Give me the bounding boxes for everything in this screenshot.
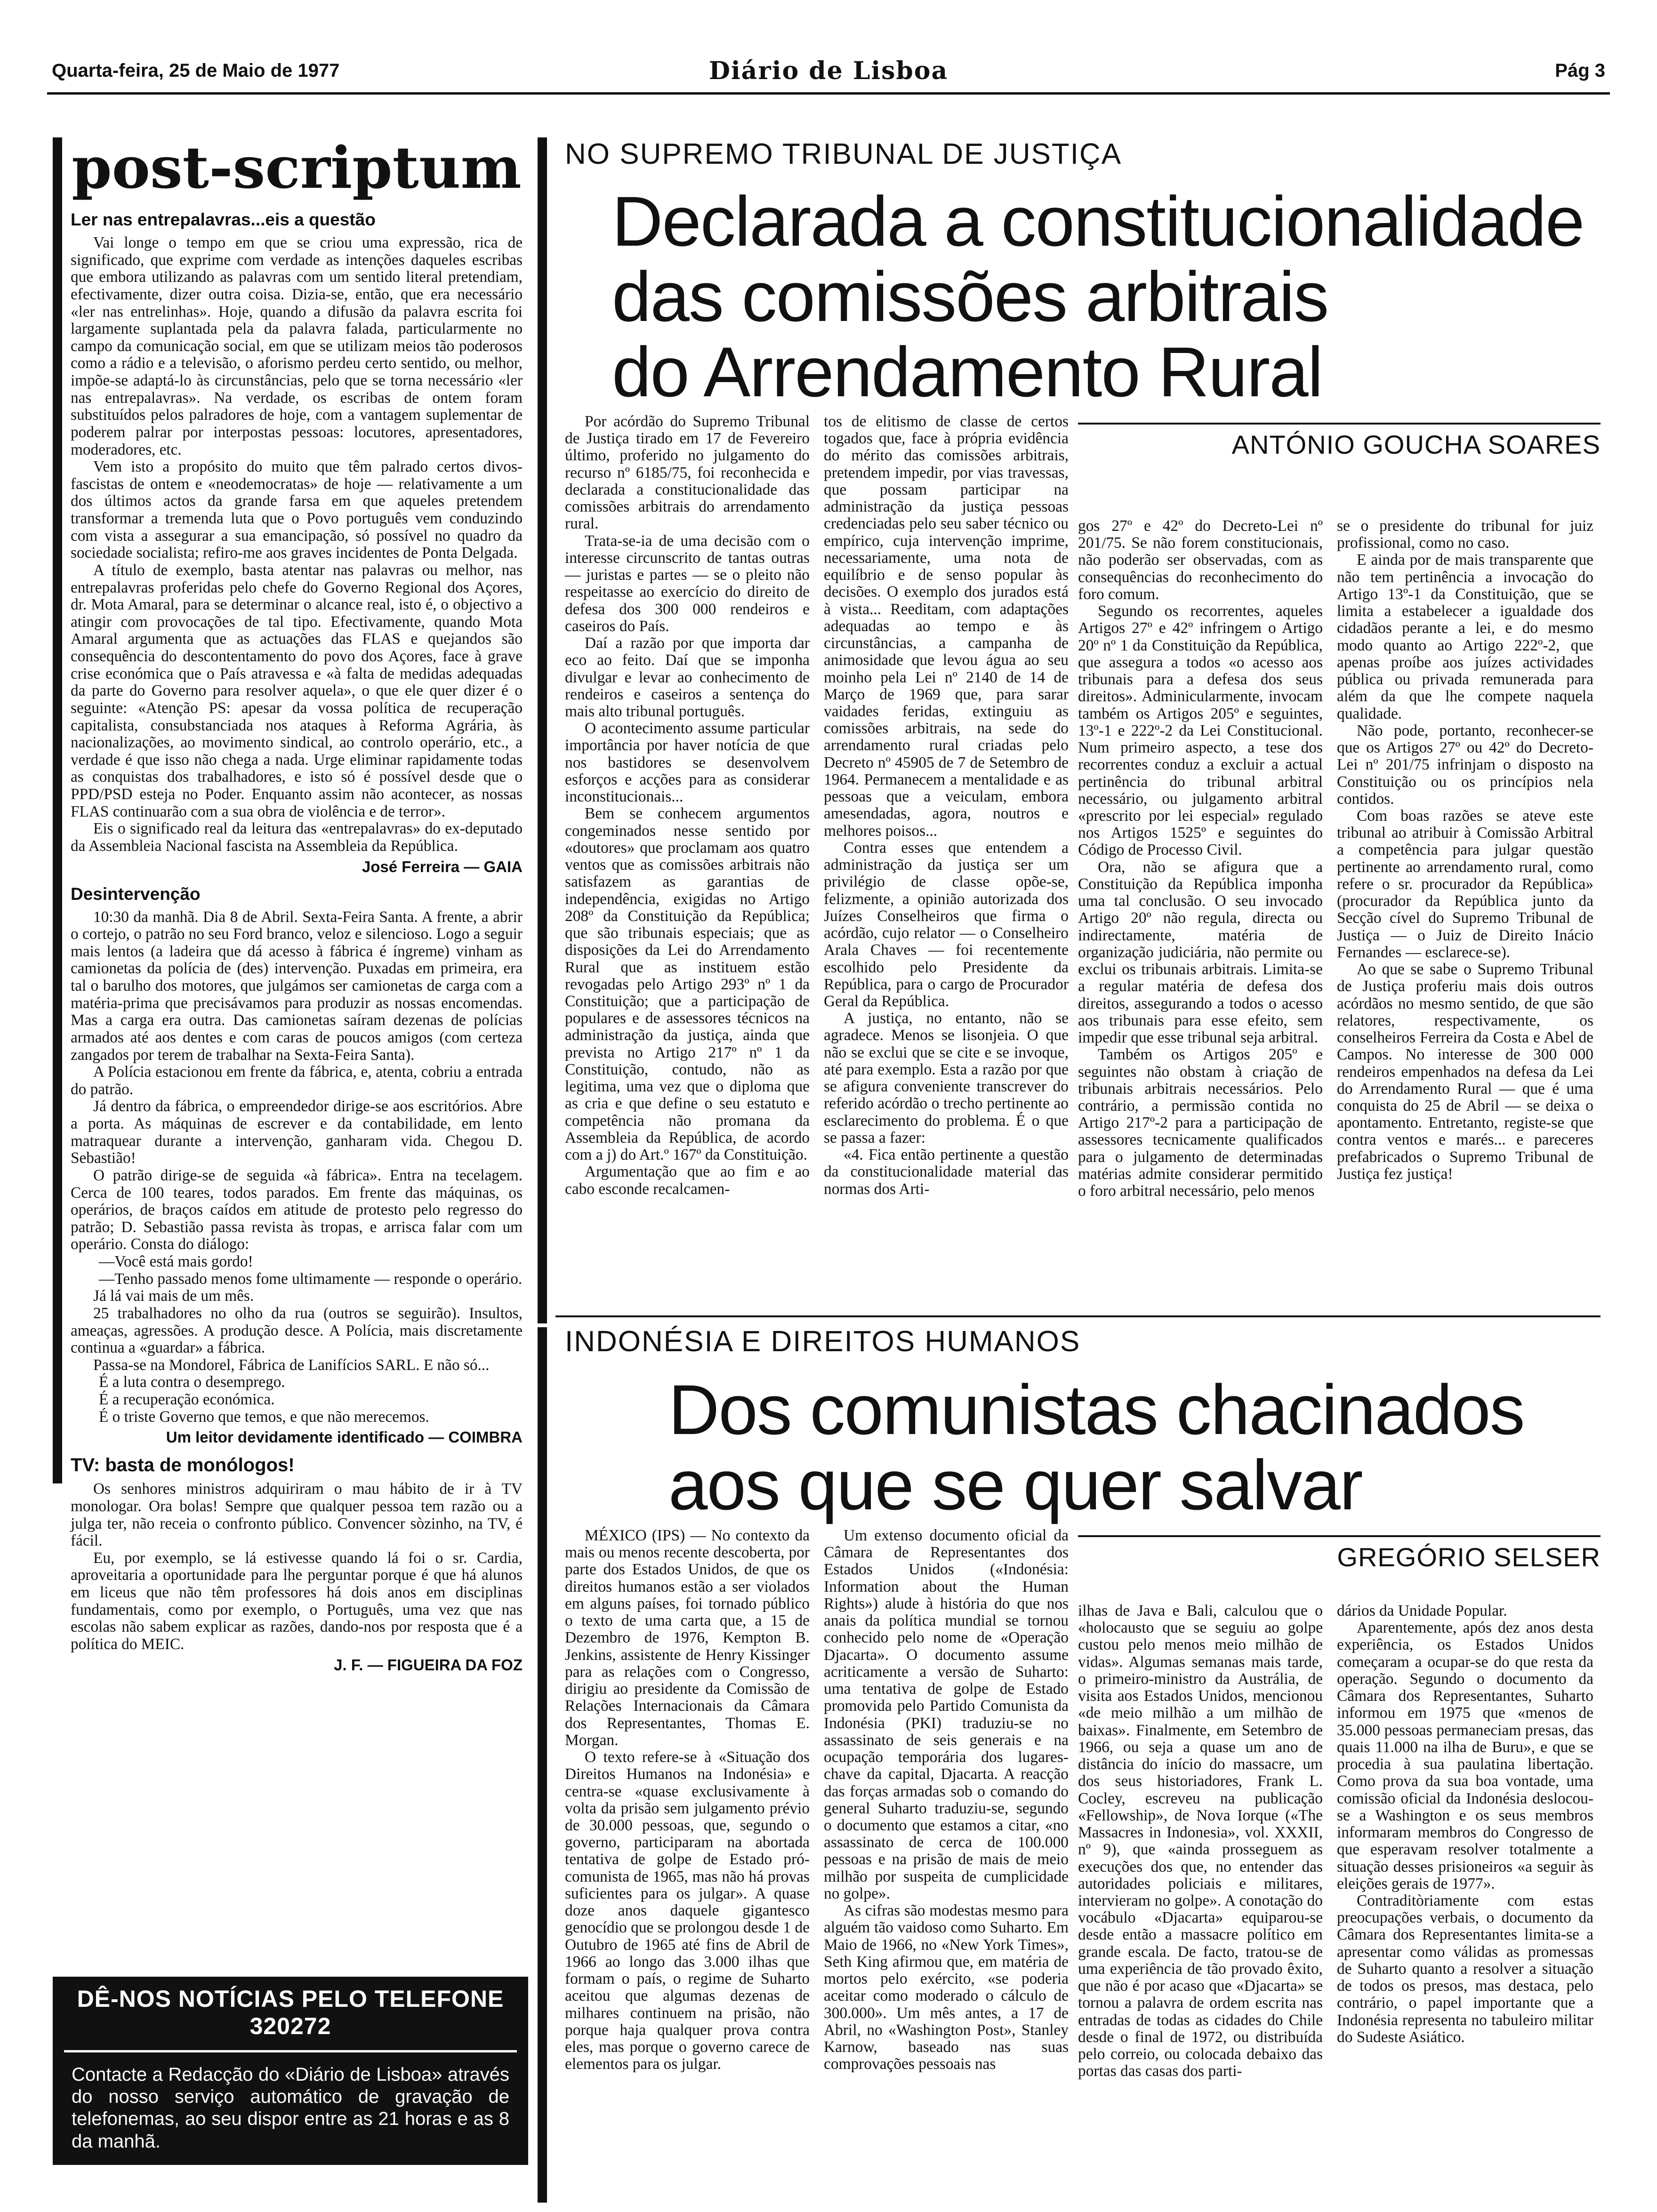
letter-paragraph: Eu, por exemplo, se lá estivesse quando lá foi o sr. Cardia, aproveitaria a oportunidade para lhe perguntar porque é que há alunos em liceus que não têm professores há dois anos em disciplinas fundamentais, como por exemplo, o Português, uma vez que nas escolas não sabem explicar as razões, dando-nos por resposta que é a política do MEIC. xyxy=(71,1549,523,1653)
letter-paragraph: A Polícia estacionou em frente da fábrica, e, atenta, cobriu a entrada do patrão. xyxy=(71,1063,523,1098)
letter-paragraph: Eis o significado real da leitura das «entrepalavras» do ex-deputado da Assembleia Nacional fascista na Assembleia da República. xyxy=(71,820,523,855)
article1-headline-line3: do Arrendamento Rural xyxy=(612,332,1322,411)
postscriptum-bar xyxy=(53,137,62,1483)
dialogue-line: É a recuperação económica. xyxy=(99,1391,275,1409)
letter-signature: J. F. — FIGUEIRA DA FOZ xyxy=(334,1656,523,1674)
article-paragraph: O acontecimento assume particular importância por haver notícia de que nos bastidores se desenvolvem esforços e acções para as considerar inconstitucionais... xyxy=(565,720,810,806)
letter-paragraph: Os senhores ministros adquiriram o mau hábito de ir à TV monologar. Ora bolas! Sempre que qualquer pessoa tem razão ou a julga ter, não receia o confronto público. Convencer sòzinho, na TV, é fácil. xyxy=(71,1480,523,1550)
article2-headline-line2: aos que se quer salvar xyxy=(668,1445,1362,1524)
newspaper-title: Diário de Lisboa xyxy=(708,56,949,85)
masthead-rule xyxy=(47,92,1610,95)
article-paragraph: Ao que se sabe o Supremo Tribunal de Justiça proferiu mais dois outros acórdãos no mesmo sentido, de que são relatores, respectivamente, os conselheiros Ferreira da Costa e Abel de Campos. No interesse de 300 000 rendeiros empenhados na defesa da Lei do Arrendamento Rural — que é uma conquista do 25 de Abril — se deixa o apontamento. Entretanto, registe-se que contra ventos e marés... e pareceres prefabricados o Supremo Tribunal de Justiça fez justiça! xyxy=(1337,961,1593,1183)
postscriptum-column xyxy=(71,134,523,1678)
dialogue-line: É o triste Governo que temos, e que não merecemos. xyxy=(99,1408,429,1426)
article-paragraph: Bem se conhecem argumentos congeminados nesse sentido por «doutores» que proclamam aos quatro ventos que as comissões arbitrais não satisfazem as garantias de independência, exigidas no Artigo 208º da Constituição da República; que são tribunais especiais; que as disposições da Lei do Arrendamento Rural que as instituem estão revogadas pelo Artigo 293º nº 1 da Constituição; que a participação de populares e de assessores técnicos na administração da justiça, ainda que prevista no Artigo 217º nº 1 da Constituição, contudo, não as legitima, uma vez que o diploma que as cria e que define o seu estatuto e competência não promana da Assembleia da República, de acordo com a j) do Art.º 167º da Constituição. xyxy=(565,805,810,1164)
letter-signature: Um leitor devidamente identificado — COIMBRA xyxy=(166,1428,523,1446)
article-paragraph: Ora, não se afigura que a Constituição da República imponha uma tal conclusão. O seu invocado Artigo 20º não regula, directa ou indirectamente, matéria de organização judiciária, não permite ou exclui os tribunais arbitrais. Limita-se a regular matéria de defesa dos direitos, assegurando a todos o acesso aos tribunais para esse efeito, sem impedir que esse tribunal seja arbitral. xyxy=(1078,858,1323,1047)
article-paragraph: Não pode, portanto, reconhecer-se que os Artigos 27º ou 42º do Decreto-Lei nº 201/75 infrinjam o disposto na Constituição ou os princípios nela contidos. xyxy=(1337,721,1593,808)
article-paragraph: se o presidente do tribunal for juiz profissional, como no caso. xyxy=(1337,517,1593,552)
article2-byline: GREGÓRIO SELSER xyxy=(1337,1542,1601,1572)
article-paragraph: A justiça, no entanto, não se agradece. Menos se lisonjeia. O que não se exclui que se cite e se invoque, até para exemplo. Esta a razão por que se afigura conveniente transcrever do referido acórdão o trecho pertinente ao esclarecimento do problema. É o que se passa a fazer: xyxy=(824,1010,1069,1146)
article1-column-4 xyxy=(1337,518,1593,1183)
article-paragraph: Um extenso documento oficial da Câmara de Representantes dos Estados Unidos («Indonésia: Information about the Human Rights») alude à história do que nos anais da política mundial se tornou conhecido pelo nome de «Operação Djacarta». O documento assume acriticamente a versão de Suharto: uma tentativa de golpe de Estado promovida pelo Partido Comunista da Indonésia (PKI) traduziu-se no assassinato de seis generais e na ocupação temporária dos lugares-chave da capital, Djacarta. A reacção das forças armadas sob o comando do general Suharto traduziu-se, segundo o documento que estamos a citar, «no assassinato de cerca de 100.000 pessoas e na prisão de mais de meio milhão por suspeita de cumplicidade no golpe». xyxy=(824,1527,1069,1902)
article1-column-1 xyxy=(565,413,810,1198)
article2-column-2 xyxy=(824,1527,1069,2073)
letter-paragraph: Passa-se na Mondorel, Fábrica de Lanifícios SARL. E não só... xyxy=(93,1356,490,1374)
article2-kicker: INDONÉSIA E DIREITOS HUMANOS xyxy=(565,1325,1081,1358)
article-separator xyxy=(555,1315,1601,1317)
article-paragraph: gos 27º e 42º do Decreto-Lei nº 201/75. Se não forem constitucionais, não poderão ser observadas, com as consequências do reconhecimento do foro comum. xyxy=(1078,517,1323,603)
article2-byline-rule xyxy=(1078,1535,1601,1537)
dialogue-line: —Tenho passado menos fome ultimamente — responde o operário. xyxy=(99,1270,523,1288)
article2-bar xyxy=(538,1327,547,2203)
article1-column-2 xyxy=(824,413,1069,1198)
article-paragraph: Contraditòriamente com estas preocupações verbais, o documento da Câmara dos Representantes limita-se a apresentar como válidas as promessas de Suharto quanto a resolver a situação de todos os presos, mas destaca, pelo contrário, o papel importante que a Indonésia representa no tabuleiro militar do Sudeste Asiático. xyxy=(1337,1891,1593,2046)
article-paragraph: E ainda por de mais transparente que não tem pertinência a invocação do Artigo 13º-1 da Constituição, que se limita a estabelecer a igualdade dos cidadãos perante a lei, e do mesmo modo quanto ao Artigo 222º-2, que apenas proíbe aos juízes actividades pública ou privada remunerada para além da que lhe compete naquela qualidade. xyxy=(1337,551,1593,722)
issue-date: Quarta-feira, 25 de Maio de 1977 xyxy=(52,60,340,81)
article-paragraph: Também os Artigos 205º e seguintes não obstam à criação de tribunais arbitrais necessários. Pelo contrário, a permissão contida no Artigo 217º-2 para a participação de assessores tecnicamente qualificados para o julgamento de determinadas matérias admite considerar permitido o foro arbitral necessário, pelo menos xyxy=(1078,1046,1323,1200)
article-paragraph: MÉXICO (IPS) — No contexto da mais ou menos recente descoberta, por parte dos Estados Unidos, de que os direitos humanos estão a ser violados em alguns países, foi tornado público o texto de uma carta que, a 15 de Dezembro de 1976, Kempton B. Jenkins, assistente de Henry Kissinger para as relações com o Congresso, dirigiu ao presidente da Comissão de Relações Internacionais da Câmara dos Representantes, Thomas E. Morgan. xyxy=(565,1527,810,1749)
article-paragraph: Com boas razões se ateve este tribunal ao atribuir à Comissão Arbitral a competência para julgar questão pertinente ao arrendamento rural, como refere o sr. procurador da República» (procurador da República junto da Secção cível do Supremo Tribunal de Justiça — o Juiz de Direito Inácio Fernandes — esclarece-se). xyxy=(1337,807,1593,961)
phone-box-title: DÊ-NOS NOTÍCIAS PELO TELEFONE 320272 xyxy=(77,1986,504,2039)
article-paragraph: O texto refere-se à «Situação dos Direitos Humanos na Indonésia» e centra-se «quase exclusivamente à volta da prisão sem julgamento prévio de 30.000 pessoas, que, segundo o governo, participaram na abortada tentativa de golpe de Estado pró-comunista de 1965, mas não há provas suficientes para os julgar». A quase doze anos daquele gigantesco genocídio que se prolongou desde 1 de Outubro de 1965 até fins de Abril de 1966 ao longo das 3.000 ilhas que formam o país, o regime de Suharto aceitou que algumas dezenas de milhares continuem na prisão, não porque haja qualquer prova contra eles, mas porque o governo carece de elementos para os julgar. xyxy=(565,1748,810,2073)
letter-title: Desintervenção xyxy=(71,884,201,904)
article-paragraph: Por acórdão do Supremo Tribunal de Justiça tirado em 17 de Fevereiro último, proferido no julgamento do recurso nº 6185/75, foi reconhecida e declarada a constitucionalidade das comissões arbitrais do arrendamento rural. xyxy=(565,413,810,533)
letter-title: Ler nas entrepalavras...eis a questão xyxy=(71,210,376,230)
letter-paragraph: Já dentro da fábrica, o empreendedor dirige-se aos escritórios. Abre a porta. As máquinas de escrever e da contabilidade, em lento matraquear durante a intervenção, ganharam vida. Chegou D. Sebastião! xyxy=(71,1098,523,1167)
article2-column-4 xyxy=(1337,1603,1593,2046)
article2-column-3 xyxy=(1078,1603,1323,2080)
phone-news-box xyxy=(53,1977,528,2165)
page-number: Pág 3 xyxy=(1555,60,1605,81)
article1-byline: ANTÓNIO GOUCHA SOARES xyxy=(1231,430,1601,459)
article-paragraph: ilhas de Java e Bali, calculou que o «holocausto que se seguiu ao golpe custou pelo menos meio milhão de vidas». Algumas semanas mais tarde, o primeiro-ministro da Austrália, de visita aos Estados Unidos, mencionou «de meio milhão a um milhão de baixas». Finalmente, em Setembro de 1966, ou seja a quase um ano de distância do início do massacre, um dos seus historiadores, Frank L. Cocley, escreveu na publicação «Fellowship», de Nova Iorque («The Massacres in Indonesia», vol. XXXII, nº 9), que «ainda prosseguem as execuções dos que, no entender das autoridades policiais e militares, intervieram no golpe». A conotação do vocábulo «Djacarta» equiparou-se desde então a massacre político em grande escala. De facto, tratou-se de uma experiência de tão provado êxito, que não é por acaso que «Djacarta» se tornou a palavra de ordem escrita nas entradas de todas as cidades do Chile desde o final de 1972, ou distribuída pelo correio, ou colocada debaixo das portas das casas dos parti- xyxy=(1078,1602,1323,2080)
letter-paragraph: Vem isto a propósito do muito que têm palrado certos divos-fascistas de ontem e «neodemocratas» de hoje — relativamente a um dos últimos actos da grande farsa em que aqueles pretendem transformar a tremenda luta que o Povo português vem conduzindo com vista a assegurar a sua emancipação, só possível no quadro da sociedade socialista; refiro-me aos graves incidentes de Ponta Delgada. xyxy=(71,458,523,562)
article-paragraph: «4. Fica então pertinente a questão da constitucionalidade material das normas dos Arti- xyxy=(824,1146,1069,1198)
article-paragraph: Argumentação que ao fim e ao cabo esconde recalcamen- xyxy=(565,1163,810,1198)
article1-byline-rule xyxy=(1078,423,1601,425)
letter-paragraph: 10:30 da manhã. Dia 8 de Abril. Sexta-Feira Santa. A frente, a abrir o cortejo, o patrão no seu Ford branco, veloz e silencioso. Logo a seguir mais lentos (a ladeira que dá acesso à fábrica é íngreme) vinham as camionetas da polícia de (des) intervenção. Puxadas em primeira, era tal o barulho dos motores, que julgámos ser camionetas de carga com a matéria-prima que precisávamos para produzir as nossas encomendas. Mas a carga era outra. Das camionetas saíram dezenas de polícias armados até aos dentes e com caras de poucos amigos (com certeza zangados por terem de trabalhar na Sexta-Feira Santa). xyxy=(71,908,523,1064)
phone-box-text: Contacte a Redacção do «Diário de Lisboa» através do nosso serviço automático de gravação de telefonemas, ao seu dispor entre as 21 horas e as 8 da manhã. xyxy=(72,2064,509,2152)
article1-bar xyxy=(538,137,547,1323)
article-paragraph: tos de elitismo de classe de certos togados que, face à própria evidência do mérito das comissões arbitrais, pretendem impedir, por vias travessas, que possam participar na administração da justiça pessoas credenciadas pelo seu saber técnico ou empírico, cuja intervenção imprime, necessariamente, uma nota de equilíbrio e de senso popular às decisões. O exemplo dos jurados está à vista... Reeditam, com adaptações adequadas ao tempo e às circunstâncias, a campanha de animosidade que levou água ao seu moinho pela Lei nº 2140 de 14 de Março de 1969 que, para sarar vaidades feridas, extinguiu as comissões arbitrais, na sede do arrendamento rural criadas pelo Decreto nº 45905 de 7 de Setembro de 1964. Permanecem a mentalidade e as pessoas que a veiculam, embora amesendadas, agora, noutros e melhores poisos... xyxy=(824,413,1069,840)
article1-headline-line2: das comissões arbitrais xyxy=(612,257,1328,336)
article-paragraph: Contra esses que entendem a administração da justiça ser um privilégio de classe opõe-se, felizmente, a opinião autorizada dos Juízes Conselheiros que firma o acórdão, cujo relator — o Conselheiro Arala Chaves — foi recentemente escolhido pelo Presidente da República, para o cargo de Procurador Geral da República. xyxy=(824,839,1069,1010)
letter-paragraph: A título de exemplo, basta atentar nas palavras ou melhor, nas entrepalavras proferidas pelo chefe do Governo Regional dos Açores, dr. Mota Amaral, para se determinar o alcance real, isto é, o objectivo a atingir com provocações de tal tipo. Efectivamente, quando Mota Amaral argumenta que as actuações das FLAS e quejandos são consequência do descontentamento do povo dos Açores, face à grave crise económica que o País atravessa e «à falta de medidas adequadas da parte do Governo para resolver aquela», o que ele quer dizer é o seguinte: «Atenção PS: apesar da vossa política de recuperação capitalista, consubstanciada nos ataques à Reforma Agrária, às nacionalizações, ao movimento sindical, ao controlo operário, etc., a verdade é que isso não chega a nada. Urge eliminar rapidamente todas as conquistas dos trabalhadores, e isto só é possível desde que o PPD/PSD esteja no Poder. Enquanto assim não acontecer, as nossas FLAS continuarão com a sua obra de violência e de terror». xyxy=(71,561,523,820)
article-paragraph: Trata-se-ia de uma decisão com o interesse circunscrito de tantas outras — juristas e partes — se o pleito não respeitasse ao exercício do direito de defesa dos 300 000 rendeiros e caseiros do País. xyxy=(565,532,810,635)
article1-column-3 xyxy=(1078,518,1323,1200)
letter-title: TV: basta de monólogos! xyxy=(71,1455,295,1476)
letter-paragraph: Vai longe o tempo em que se criou uma expressão, rica de significado, que exprime com verdade as intenções daqueles escribas que embora utilizando as palavras com um sentido literal pretendiam, efectivamente, dizer outra coisa. Dizia-se, então, que era necessário «ler nas entrelinhas». Hoje, quando a difusão da palavra escrita foi largamente suplantada pela da palavra falada, particularmente no campo da comunicação social, em que se utilizam meios tão poderosos como a rádio e a televisão, o aforismo perdeu certo sentido, ou melhor, impõe-se adaptá-lo às circunstâncias, pelo que se torna necessário «ler nas entrepalavras». Na verdade, os escribas de ontem foram substituídos pelos palradores de hoje, com a vantagem suplementar de poderem palrar por interpostas pessoas: locutores, apresentadores, moderadores, etc. xyxy=(71,234,523,458)
dialogue-line: —Você está mais gordo! xyxy=(99,1253,253,1271)
article2-headline-line1: Dos comunistas chacinados xyxy=(668,1370,1524,1449)
letter-paragraph: 25 trabalhadores no olho da rua (outros se seguirão). Insultos, ameaças, agressões. A produção desce. A Polícia, mais discretamente continua a «guardar» a fábrica. xyxy=(71,1304,523,1357)
article-paragraph: dários da Unidade Popular. xyxy=(1337,1602,1507,1619)
article1-kicker: NO SUPREMO TRIBUNAL DE JUSTIÇA xyxy=(565,138,1122,170)
article-paragraph: Aparentemente, após dez anos desta experiência, os Estados Unidos começaram a ocupar-se do que resta da operação. Segundo o documento da Câmara dos Representantes, Suharto informou em 1975 que «menos de 35.000 pessoas permaneciam presas, das quais 11.000 na ilha de Buru», e que se procedia à sua paulatina libertação. Como prova da sua boa vontade, uma comissão oficial da Indonésia deslocou-se a Washington e os seus membros informaram membros do Congresso de que esperavam resolver totalmente a situação desses prisioneiros «a seguir às eleições gerais de 1977». xyxy=(1337,1619,1593,1892)
letter-paragraph: Já lá vai mais de um mês. xyxy=(93,1287,254,1305)
article-paragraph: As cifras são modestas mesmo para alguém tão vaidoso como Suharto. Em Maio de 1966, no «New York Times», Seth King afirmou que, em matéria de mortos pelo exército, «se poderia aceitar como moderado o cálculo de 300.000». Um mês antes, a 17 de Abril, no «Washington Post», Stanley Karnow, baseado nas suas comprovações pessoais nas xyxy=(824,1902,1069,2073)
dialogue-line: É a luta contra o desemprego. xyxy=(99,1373,285,1391)
article-paragraph: Daí a razão por que importa dar eco ao feito. Daí que se imponha divulgar e levar ao conhecimento de rendeiros e caseiros a sentença do mais alto tribunal português. xyxy=(565,634,810,720)
article2-column-1 xyxy=(565,1527,810,2073)
letter-signature: José Ferreira — GAIA xyxy=(362,858,523,875)
postscriptum-title: post-scriptum xyxy=(72,134,522,201)
article-paragraph: Segundo os recorrentes, aqueles Artigos 27º e 42º infringem o Artigo 20º nº 1 da Constituição da República, que assegura a todos «o acesso aos tribunais para a defesa dos seus direitos». Adminicularmente, invocam também os Artigos 205º e seguintes, 13º-1 e 222º-2 da Lei Constitucional. Num primeiro aspecto, a tese dos recorrentes conduz a excluir a actual pertinência do tribunal arbitral necessário, ou julgamento arbitral «prescrito por lei especial» regulado nos Artigos 1525º e seguintes do Código de Processo Civil. xyxy=(1078,602,1323,859)
letter-paragraph: O patrão dirige-se de seguida «à fábrica». Entra na tecelagem. Cerca de 100 teares, todos parados. Em frente das máquinas, os operários, de braços caídos em atitude de protesto pelo regresso do patrão; D. Sebastião passa revista às tropas, e arrisca falar com um operário. Consta do diálogo: xyxy=(71,1166,523,1253)
phone-box-rule xyxy=(64,2050,517,2052)
article1-headline-line1: Declarada a constitucionalidade xyxy=(612,182,1584,261)
